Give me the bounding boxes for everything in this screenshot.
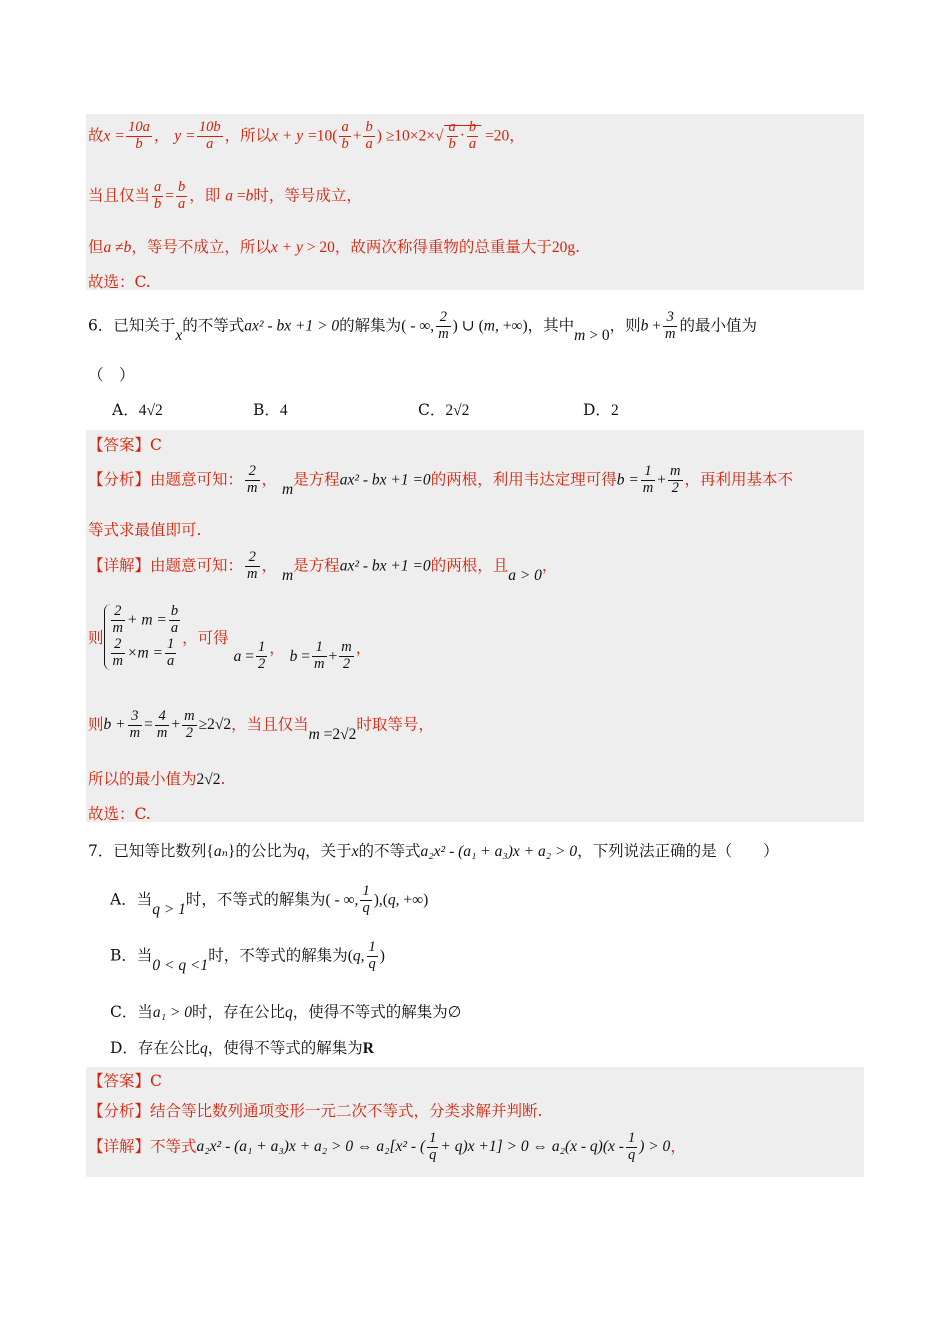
- s5-line-2: 当且仅当 $\frac{a}{b}$ = $\frac{b}{a}$ ，即 a =b时，等号成立，: [88, 179, 362, 212]
- q6-min: 所以的最小值为2√2.: [88, 770, 226, 788]
- q7-analysis: 【分析】结合等比数列通项变形一元二次不等式，分类求解并判断.: [88, 1102, 543, 1120]
- q7-option-d[interactable]: D．存在公比q，使得不等式的解集为R: [110, 1039, 374, 1057]
- q7-option-a[interactable]: A．当q > 1时，不等式的解集为( - ∞, $\frac{1}{q}$ ),(q, +∞): [110, 883, 429, 919]
- q6-analysis: 【分析】由题意可知： $\frac{2}{m}$ ， m是方程ax² - bx +1 =0的两根，利用韦达定理可得b = $\frac{1}{m}$ + $\frac{m}{2}$ ，再利用基本不: [88, 463, 794, 499]
- q6-option-a[interactable]: A．4√2: [112, 401, 163, 419]
- q7-option-c[interactable]: C．当a₁ > 0时，存在公比q，使得不等式的解集为∅: [110, 1003, 462, 1021]
- q6-detail: 【详解】由题意可知： $\frac{2}{m}$ ， m是方程ax² - bx +1 =0的两根，且a > 0，: [88, 549, 558, 585]
- s5-line-3: 但a ≠b，等号不成立，所以x + y > 20，故两次称得重物的总重量大于20g.: [88, 238, 581, 256]
- q6-inequality: 则b + $\frac{3}{m}$ = $\frac{4}{m}$ + $\frac{m}{2}$ ≥2√2，当且仅当m =2√2时取等号，: [88, 708, 434, 744]
- q7-answer: 【答案】C: [88, 1072, 162, 1090]
- q6-stem: 6．已知关于x的不等式ax² - bx +1 > 0的解集为( - ∞, $\frac{2}{m}$ ) ∪ (m, +∞)，其中m > 0，则b + $\frac{3}{m}$ 的最小值为: [88, 309, 757, 345]
- q6-option-c[interactable]: C．2√2: [418, 401, 470, 419]
- q6-analysis-cont: 等式求最值即可.: [88, 521, 202, 539]
- q7-stem: 7．已知等比数列{aₙ}的公比为q，关于x的不等式a₂x² - (a₁ + a₃)x + a₂ > 0，下列说法正确的是（ ）: [88, 842, 779, 860]
- q6-option-d[interactable]: D．2: [583, 401, 619, 419]
- q6-paren: （ ）: [88, 366, 135, 384]
- q6-system: 则 $\frac{2}{m}$ + m = $\frac{b}{a}$ $\frac{2}{m}$ ×m = $\frac{1}{a}$ ，可得 a = $\frac{1}{2}$ ， b = $\frac{1}{m}$ + $\frac{m}{2}$ ，: [88, 603, 372, 673]
- q7-detail: 【详解】不等式a₂x² - (a₁ + a₃)x + a₂ > 0 ⇔ a₂[x² - ( $\frac{1}{q}$ + q)x +1] > 0 ⇔ a₂(x - q)(x - $\frac{1}{q}$ ) > 0，: [88, 1130, 686, 1163]
- q6-choose: 故选：C.: [88, 805, 151, 823]
- s5-line-1: 故x = $\frac{10a}{b}$ ， y = $\frac{10b}{a}$ ，所以x + y =10( $\frac{a}{b}$ + $\frac{b}{a}$ ) ≥10×2×√ $\frac{a}{b}$ · $\frac{b}{a}$ =20，: [88, 119, 525, 152]
- q6-answer: 【答案】C: [88, 436, 162, 454]
- q6-option-b[interactable]: B．4: [253, 401, 288, 419]
- q7-option-b[interactable]: B．当0 < q <1时，不等式的解集为(q, $\frac{1}{q}$ ): [110, 939, 385, 975]
- s5-choose: 故选：C.: [88, 273, 151, 291]
